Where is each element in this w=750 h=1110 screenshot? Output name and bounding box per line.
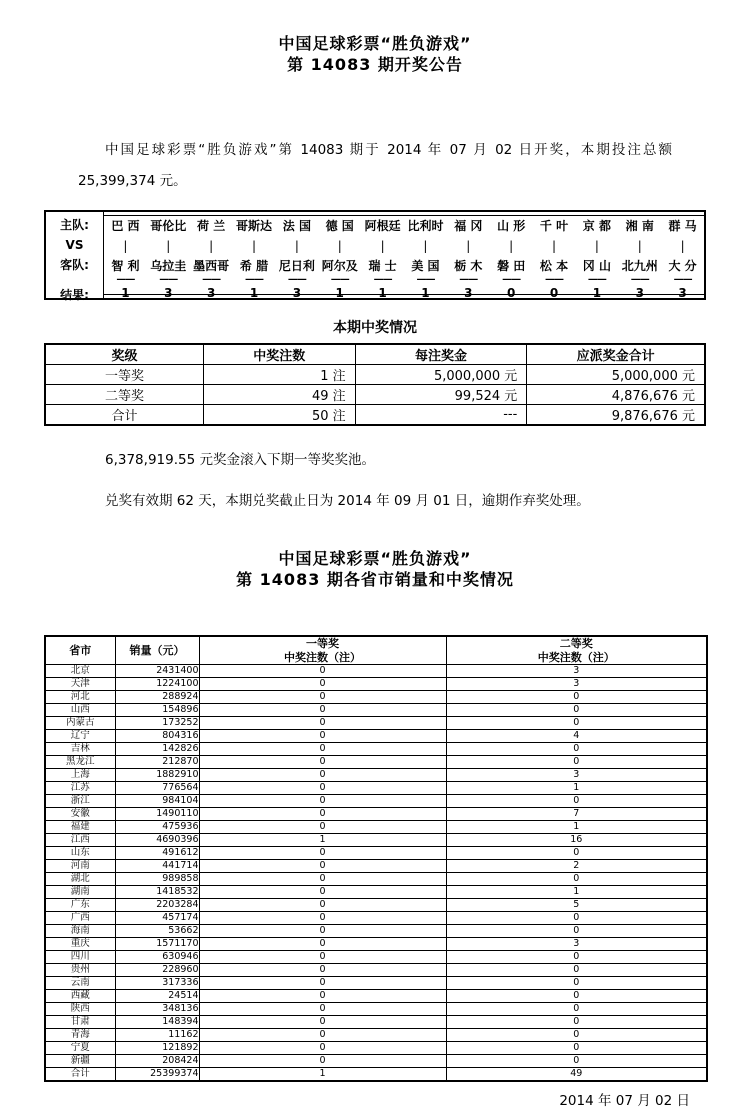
home-team: 千 叶: [539, 219, 569, 233]
deadline-paragraph: 兑奖有效期 62 天，本期兑奖截止日为 2014 年 09 月 01 日，逾期作弃奖处理。: [105, 493, 590, 509]
province-row: [45, 691, 707, 704]
vs-mark: |: [380, 239, 385, 253]
province-name: 北京: [45, 665, 115, 678]
away-team: 乌拉圭: [150, 259, 187, 273]
province-name: 辽宁: [45, 730, 115, 743]
province-row: [45, 782, 707, 795]
province-row: [45, 899, 707, 912]
match-column: [104, 216, 147, 300]
province-first-prize-count: 0: [199, 951, 446, 964]
province-name: 合计: [45, 1068, 115, 1082]
away-team: 阿尔及: [321, 259, 358, 273]
province-sales: 317336: [115, 977, 199, 990]
match-column: [147, 216, 190, 300]
province-row: [45, 756, 707, 769]
match-result-table: [44, 210, 706, 300]
vs-mark: |: [594, 239, 599, 253]
match-columns: [104, 215, 704, 300]
province-first-prize-count: 0: [199, 795, 446, 808]
away-team: 希 腊: [239, 259, 269, 273]
province-sales: 212870: [115, 756, 199, 769]
home-team: 哥伦比: [150, 219, 187, 233]
province-first-prize-count: 0: [199, 899, 446, 912]
province-row: [45, 730, 707, 743]
separator-dash: ——: [287, 274, 306, 285]
home-team: 法 国: [282, 219, 311, 233]
province-section-title-line1: 中国足球彩票“胜负游戏”: [278, 549, 472, 568]
province-row: [45, 964, 707, 977]
separator-dash: ——: [330, 274, 349, 285]
home-team: 德 国: [325, 219, 354, 233]
match-result: 0: [506, 286, 516, 300]
province-first-prize-count: 0: [199, 821, 446, 834]
province-first-prize-count: 0: [199, 808, 446, 821]
match-column: [661, 216, 704, 300]
vs-mark: |: [423, 239, 428, 253]
separator-dash: ——: [502, 274, 521, 285]
prize-level: 合计: [45, 405, 203, 426]
province-sales: 173252: [115, 717, 199, 730]
province-second-prize-count: 0: [446, 1029, 707, 1042]
separator-dash: ——: [630, 274, 649, 285]
separator-dash: ——: [245, 274, 263, 285]
prize-total: 5,000,000 元: [527, 365, 705, 385]
province-name: 陕西: [45, 1003, 115, 1016]
province-name: 安徽: [45, 808, 115, 821]
prize-row: [45, 365, 705, 385]
province-name: 河南: [45, 860, 115, 873]
prize-table: [44, 343, 706, 426]
province-second-prize-count: 0: [446, 743, 707, 756]
away-team: 松 本: [539, 259, 569, 273]
province-first-prize-count: 0: [199, 730, 446, 743]
province-name: 海南: [45, 925, 115, 938]
province-sales: 491612: [115, 847, 199, 860]
match-result: 3: [464, 286, 473, 300]
province-second-prize-count: 0: [446, 756, 707, 769]
prize-header-row: [45, 344, 705, 365]
province-second-prize-count: 0: [446, 795, 707, 808]
match-column: [533, 216, 576, 300]
province-sales: 1571170: [115, 938, 199, 951]
province-sales: 2431400: [115, 665, 199, 678]
province-second-prize-count: 0: [446, 925, 707, 938]
prize-count: 49 注: [203, 385, 355, 405]
province-second-prize-count: 0: [446, 691, 707, 704]
footer-date: 2014 年 07 月 02 日: [559, 1093, 690, 1109]
province-row: [45, 678, 707, 691]
match-result: 3: [164, 286, 173, 300]
prize-table-body: [45, 365, 705, 426]
province-name: 天津: [45, 678, 115, 691]
match-column: [190, 216, 233, 300]
province-first-prize-count: 0: [199, 847, 446, 860]
province-first-prize-count: 0: [199, 977, 446, 990]
match-result: 1: [249, 286, 259, 300]
province-sales: 25399374: [115, 1068, 199, 1082]
announcement-title-line2: 第 14083 期开奖公告: [287, 55, 463, 74]
province-first-prize-count: 0: [199, 912, 446, 925]
match-table-labels: [46, 212, 104, 302]
province-second-prize-count: 0: [446, 847, 707, 860]
match-result: 1: [592, 286, 602, 300]
province-first-prize-count: 0: [199, 873, 446, 886]
province-row: [45, 912, 707, 925]
prize-header-count: 中奖注数: [203, 344, 355, 365]
province-second-prize-count: 16: [446, 834, 707, 847]
home-row-label: 主队:: [60, 218, 89, 232]
province-table-body: [45, 665, 707, 1082]
province-name: 湖南: [45, 886, 115, 899]
province-sales: 1882910: [115, 769, 199, 782]
province-sales: 121892: [115, 1042, 199, 1055]
province-sales: 630946: [115, 951, 199, 964]
province-row: [45, 990, 707, 1003]
prize-total: 4,876,676 元: [527, 385, 705, 405]
away-team: 冈 山: [582, 259, 611, 273]
province-header-first-prize: [199, 636, 446, 665]
province-sales: 1490110: [115, 808, 199, 821]
separator-dash: ——: [159, 274, 178, 285]
province-first-prize-count: 0: [199, 691, 446, 704]
prize-count: 1 注: [203, 365, 355, 385]
province-row: [45, 834, 707, 847]
province-name: 西藏: [45, 990, 115, 1003]
announcement-title-line1: 中国足球彩票“胜负游戏”: [278, 34, 472, 53]
separator-dash: ——: [202, 274, 221, 285]
province-header-second-line2: 中奖注数（注）: [537, 650, 615, 664]
province-first-prize-count: 0: [199, 1003, 446, 1016]
separator-dash: ——: [587, 274, 606, 285]
province-name: 贵州: [45, 964, 115, 977]
province-row: [45, 1042, 707, 1055]
province-header-second-prize: [446, 636, 707, 665]
away-team: 瑞 士: [368, 259, 397, 273]
result-row-label: 结果:: [60, 288, 89, 302]
province-section-title-line2: 第 14083 期各省市销量和中奖情况: [236, 570, 514, 589]
vs-mark: |: [209, 239, 214, 253]
province-header-first-line1: 一等奖: [306, 637, 339, 650]
province-row: [45, 886, 707, 899]
away-team: 磐 田: [497, 259, 526, 273]
home-team: 哥斯达: [236, 219, 273, 233]
province-sales: 457174: [115, 912, 199, 925]
province-second-prize-count: 2: [446, 860, 707, 873]
prize-total: 9,876,676 元: [527, 405, 705, 426]
province-row: [45, 938, 707, 951]
prize-per-bet: 5,000,000 元: [355, 365, 527, 385]
province-row: [45, 951, 707, 964]
province-name: 福建: [45, 821, 115, 834]
province-header-sales: 销量（元）: [115, 636, 199, 665]
match-result: 1: [421, 286, 430, 300]
province-second-prize-count: 49: [446, 1068, 707, 1082]
province-sales: 142826: [115, 743, 199, 756]
vs-mark: |: [680, 239, 685, 253]
province-first-prize-count: 0: [199, 769, 446, 782]
province-row: [45, 717, 707, 730]
rollover-paragraph: 6,378,919.55 元奖金滚入下期一等奖奖池。: [105, 452, 375, 468]
match-result: 3: [678, 286, 687, 300]
province-first-prize-count: 0: [199, 665, 446, 678]
province-first-prize-count: 0: [199, 704, 446, 717]
province-sales: 288924: [115, 691, 199, 704]
away-team: 美 国: [411, 259, 440, 273]
match-result: 1: [335, 286, 344, 300]
province-sales: 776564: [115, 782, 199, 795]
province-sales: 53662: [115, 925, 199, 938]
match-column: [318, 216, 361, 300]
prize-count: 50 注: [203, 405, 355, 426]
home-team: 荷 兰: [197, 219, 226, 233]
province-row: [45, 743, 707, 756]
province-second-prize-count: 0: [446, 951, 707, 964]
province-section-title: [0, 548, 750, 590]
vs-mark: |: [251, 239, 257, 253]
province-sales: 804316: [115, 730, 199, 743]
home-team: 比利时: [407, 219, 444, 233]
vs-mark: |: [294, 239, 299, 253]
province-sales: 2203284: [115, 899, 199, 912]
province-name: 河北: [45, 691, 115, 704]
province-first-prize-count: 0: [199, 678, 446, 691]
prize-level: 一等奖: [45, 365, 203, 385]
province-first-prize-count: 1: [199, 1068, 446, 1082]
prize-level: 二等奖: [45, 385, 203, 405]
prize-per-bet: ---: [355, 405, 527, 426]
province-second-prize-count: 0: [446, 1016, 707, 1029]
home-team: 群 马: [668, 219, 697, 233]
match-column: [618, 216, 661, 300]
province-first-prize-count: 0: [199, 743, 446, 756]
away-team: 栃 木: [454, 259, 483, 273]
prize-row: [45, 385, 705, 405]
province-second-prize-count: 1: [446, 821, 707, 834]
vs-mark: |: [466, 239, 471, 253]
intro-paragraph: 中国足球彩票“胜负游戏”第 14083 期于 2014 年 07 月 02 日开奖，本期投注总额 25,399,374 元。: [78, 142, 672, 189]
province-name: 上海: [45, 769, 115, 782]
vs-row-label: VS: [65, 238, 84, 252]
away-team: 智 利: [111, 259, 140, 273]
province-second-prize-count: 0: [446, 1055, 707, 1068]
province-second-prize-count: 7: [446, 808, 707, 821]
province-name: 甘肃: [45, 1016, 115, 1029]
province-row: [45, 821, 707, 834]
province-name: 山东: [45, 847, 115, 860]
away-row-label: 客队:: [60, 258, 89, 272]
province-first-prize-count: 0: [199, 860, 446, 873]
province-row: [45, 1055, 707, 1068]
province-sales: 148394: [115, 1016, 199, 1029]
province-header-second-line1: 二等奖: [559, 637, 593, 650]
province-row: [45, 925, 707, 938]
province-second-prize-count: 0: [446, 704, 707, 717]
province-second-prize-count: 0: [446, 873, 707, 886]
province-name: 重庆: [45, 938, 115, 951]
province-name: 广东: [45, 899, 115, 912]
province-row: [45, 704, 707, 717]
province-first-prize-count: 0: [199, 1055, 446, 1068]
vs-mark: |: [337, 239, 342, 253]
province-second-prize-count: 0: [446, 912, 707, 925]
province-first-prize-count: 0: [199, 925, 446, 938]
province-sales: 24514: [115, 990, 199, 1003]
province-row: [45, 1029, 707, 1042]
province-row: [45, 1068, 707, 1082]
province-first-prize-count: 0: [199, 1042, 446, 1055]
province-name: 新疆: [45, 1055, 115, 1068]
province-header-row: [45, 636, 707, 665]
match-result: 3: [635, 286, 644, 300]
province-first-prize-count: 0: [199, 990, 446, 1003]
vs-mark: |: [123, 239, 128, 253]
vs-mark: |: [166, 239, 171, 253]
province-name: 湖北: [45, 873, 115, 886]
separator-dash: ——: [673, 274, 692, 285]
province-name: 宁夏: [45, 1042, 115, 1055]
province-sales: 475936: [115, 821, 199, 834]
home-team: 京 都: [582, 219, 611, 233]
prize-row: [45, 405, 705, 426]
province-second-prize-count: 1: [446, 886, 707, 899]
province-name: 青海: [45, 1029, 115, 1042]
province-second-prize-count: 0: [446, 990, 707, 1003]
province-row: [45, 808, 707, 821]
separator-dash: ——: [116, 274, 135, 285]
province-row: [45, 860, 707, 873]
province-sales: 984104: [115, 795, 199, 808]
province-sales: 1224100: [115, 678, 199, 691]
province-sales: 228960: [115, 964, 199, 977]
announcement-title: [0, 0, 750, 75]
prize-per-bet: 99,524 元: [355, 385, 527, 405]
match-column: [447, 216, 490, 300]
vs-mark: |: [552, 239, 557, 253]
province-name: 四川: [45, 951, 115, 964]
province-first-prize-count: 0: [199, 886, 446, 899]
province-name: 江苏: [45, 782, 115, 795]
province-first-prize-count: 0: [199, 964, 446, 977]
province-sales: 11162: [115, 1029, 199, 1042]
home-team: 福 冈: [454, 219, 483, 233]
province-first-prize-count: 0: [199, 938, 446, 951]
home-team: 湘 南: [625, 219, 654, 233]
match-result: 0: [549, 286, 559, 300]
province-row: [45, 977, 707, 990]
province-second-prize-count: 5: [446, 899, 707, 912]
province-second-prize-count: 0: [446, 1003, 707, 1016]
province-first-prize-count: 0: [199, 717, 446, 730]
prize-header-total: 应派奖金合计: [527, 344, 705, 365]
province-header-name: 省市: [45, 636, 115, 665]
vs-mark: |: [637, 239, 642, 253]
match-column: [404, 216, 447, 300]
province-first-prize-count: 0: [199, 1016, 446, 1029]
province-row: [45, 1016, 707, 1029]
province-second-prize-count: 0: [446, 1042, 707, 1055]
match-column: [361, 216, 404, 300]
prize-section-title: 本期中奖情况: [333, 320, 417, 336]
match-column: [575, 216, 618, 300]
province-second-prize-count: 3: [446, 938, 707, 951]
away-team: 墨西哥: [193, 259, 230, 273]
province-second-prize-count: 3: [446, 769, 707, 782]
province-name: 云南: [45, 977, 115, 990]
province-second-prize-count: 0: [446, 964, 707, 977]
province-name: 浙江: [45, 795, 115, 808]
province-second-prize-count: 3: [446, 678, 707, 691]
province-sales: 1418532: [115, 886, 199, 899]
province-name: 吉林: [45, 743, 115, 756]
separator-dash: ——: [416, 274, 435, 285]
province-second-prize-count: 1: [446, 782, 707, 795]
province-name: 江西: [45, 834, 115, 847]
match-column: [490, 216, 533, 300]
province-sales: 208424: [115, 1055, 199, 1068]
province-first-prize-count: 0: [199, 756, 446, 769]
province-first-prize-count: 0: [199, 782, 446, 795]
separator-dash: ——: [545, 274, 564, 285]
province-row: [45, 795, 707, 808]
match-column: [233, 216, 276, 300]
province-sales: 348136: [115, 1003, 199, 1016]
prize-header-level: 奖级: [45, 344, 203, 365]
separator-dash: ——: [373, 274, 392, 285]
province-first-prize-count: 1: [199, 834, 446, 847]
province-sales: 4690396: [115, 834, 199, 847]
province-sales: 989858: [115, 873, 199, 886]
province-name: 山西: [45, 704, 115, 717]
province-row: [45, 1003, 707, 1016]
province-row: [45, 847, 707, 860]
separator-dash: ——: [459, 274, 478, 285]
match-result: 3: [292, 286, 302, 300]
province-row: [45, 769, 707, 782]
province-header-first-line2: 中奖注数（注）: [284, 650, 361, 664]
province-sales: 441714: [115, 860, 199, 873]
province-row: [45, 665, 707, 678]
province-second-prize-count: 4: [446, 730, 707, 743]
province-sales: 154896: [115, 704, 199, 717]
match-result: 1: [378, 286, 387, 300]
match-result: 3: [206, 286, 216, 300]
away-team: 大 分: [668, 259, 697, 273]
home-team: 阿根廷: [364, 219, 401, 233]
province-row: [45, 873, 707, 886]
province-table: [44, 635, 708, 1082]
home-team: 山 形: [497, 219, 526, 233]
vs-mark: |: [509, 239, 514, 253]
province-name: 内蒙古: [45, 717, 115, 730]
match-column: [275, 216, 318, 300]
province-name: 黑龙江: [45, 756, 115, 769]
province-second-prize-count: 3: [446, 665, 707, 678]
province-first-prize-count: 0: [199, 1029, 446, 1042]
province-second-prize-count: 0: [446, 717, 707, 730]
prize-header-per-bet: 每注奖金: [355, 344, 527, 365]
match-result: 1: [121, 286, 130, 300]
away-team: 北九州: [621, 259, 658, 273]
away-team: 尼日利: [278, 259, 315, 273]
home-team: 巴 西: [111, 219, 140, 233]
province-name: 广西: [45, 912, 115, 925]
province-second-prize-count: 0: [446, 977, 707, 990]
